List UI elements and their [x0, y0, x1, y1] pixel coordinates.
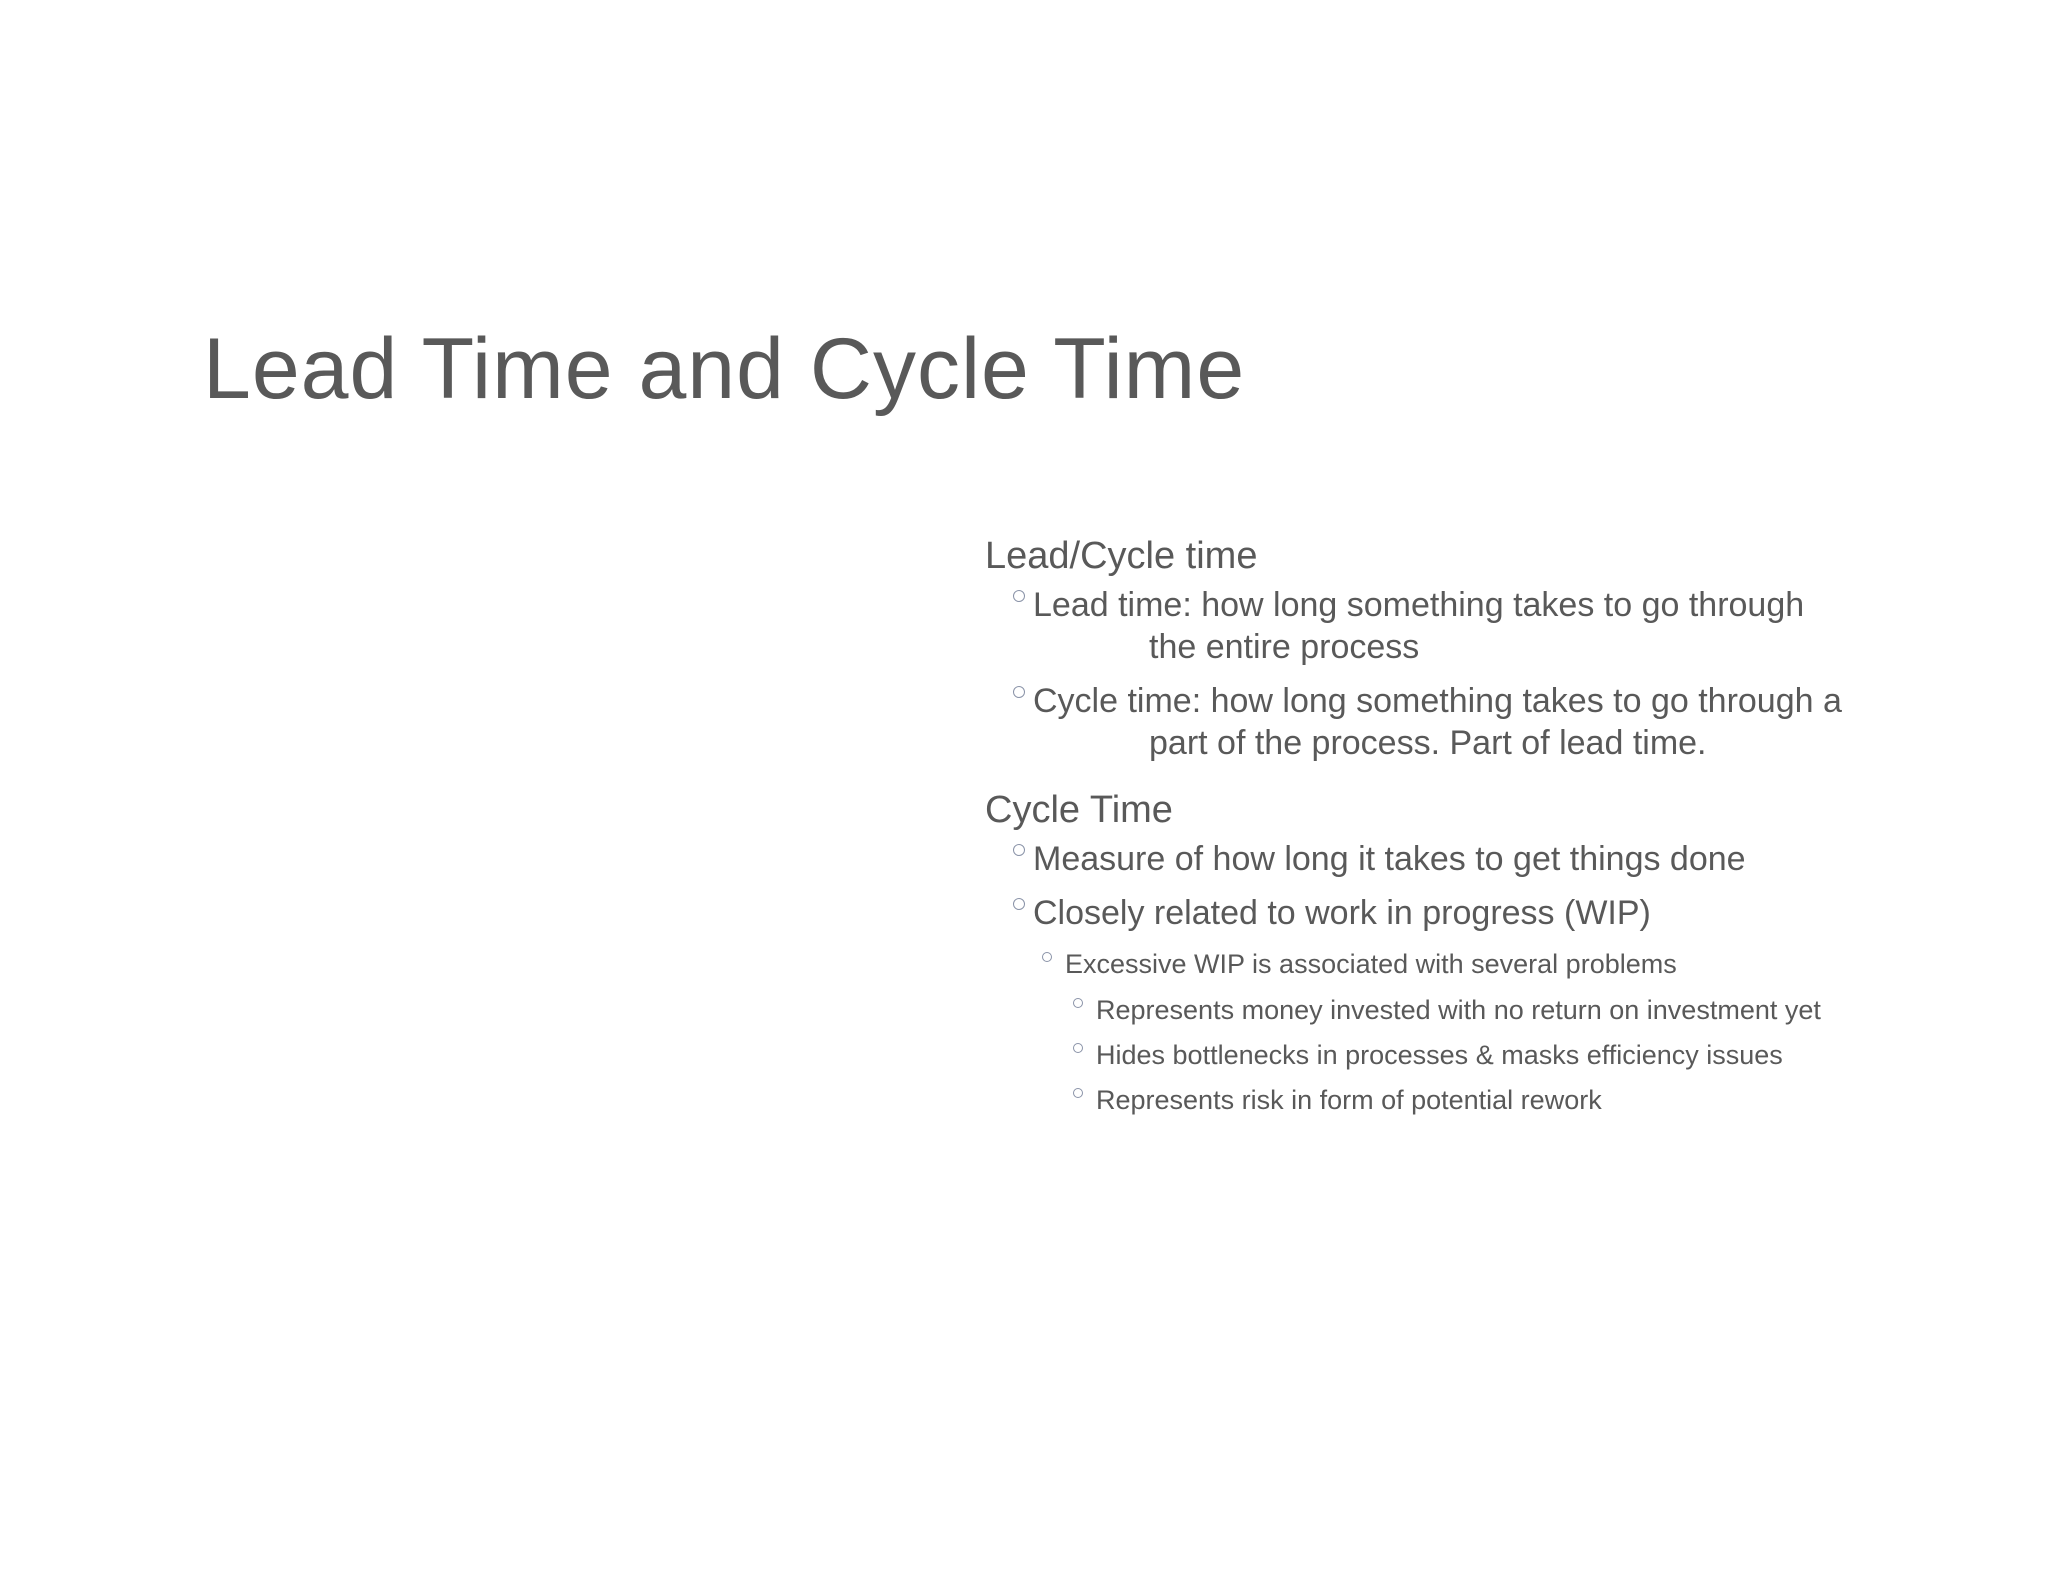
list-item-text: Represents money invested with no return on investment yet — [1096, 995, 1821, 1025]
list-item-text: Closely related to work in progress (WIP) — [1033, 894, 1651, 932]
list-item-text: Excessive WIP is associated with several problems — [1065, 949, 1677, 979]
list-item-text: Hides bottlenecks in processes & masks efficiency issues — [1096, 1040, 1783, 1070]
sub-sub-list-item — [985, 1082, 1985, 1118]
sub-sub-list-item — [985, 992, 1985, 1028]
hollow-circle-bullet-icon — [1013, 844, 1025, 856]
list-item-text: Measure of how long it takes to get things done — [1033, 840, 1746, 878]
hollow-circle-bullet-icon — [1013, 590, 1025, 602]
slide-title: Lead Time and Cycle Time — [203, 321, 1246, 417]
list-item — [985, 584, 1985, 668]
list-item-text: Lead time: how long something takes to go through — [1033, 586, 1805, 624]
section-heading: Cycle Time — [985, 789, 1173, 831]
list-item-text-continuation: the entire process — [1149, 628, 1420, 666]
section-heading: Lead/Cycle time — [985, 535, 1258, 577]
section-cycle-time — [985, 786, 1985, 1118]
list-item — [985, 680, 1985, 764]
section-lead-cycle-time — [985, 532, 1985, 764]
hollow-circle-bullet-icon — [1073, 1088, 1083, 1098]
list-item-text: Represents risk in form of potential rework — [1096, 1085, 1602, 1115]
hollow-circle-bullet-icon — [1013, 686, 1025, 698]
hollow-circle-bullet-icon — [1073, 998, 1083, 1008]
hollow-circle-bullet-icon — [1073, 1043, 1083, 1053]
slide-body — [985, 532, 1985, 1127]
hollow-circle-bullet-icon — [1013, 898, 1025, 910]
list-item-text: Cycle time: how long something takes to go through a — [1033, 682, 1842, 720]
list-item — [985, 838, 1985, 880]
list-item — [985, 892, 1985, 934]
list-item-text-continuation: part of the process. Part of lead time. — [1149, 724, 1707, 762]
hollow-circle-bullet-icon — [1042, 952, 1052, 962]
sub-sub-list-item — [985, 1037, 1985, 1073]
sub-list-item — [985, 946, 1985, 982]
